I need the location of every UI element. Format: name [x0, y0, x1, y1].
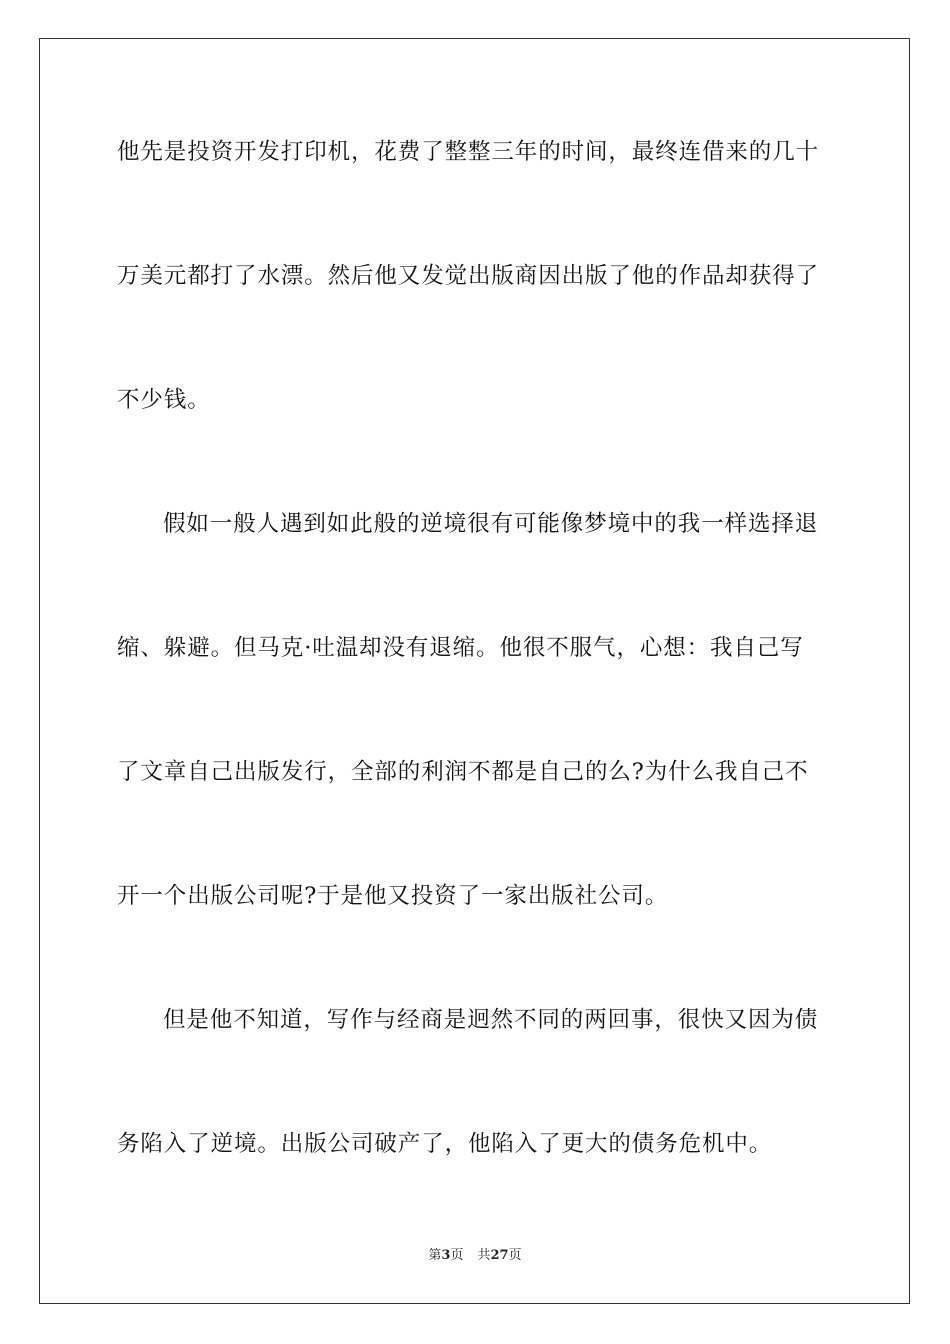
total-prefix: 共 — [477, 1248, 491, 1263]
total-pages: 27 — [490, 1248, 509, 1263]
paragraph-1-line-2: 万美元都打了水漂。然后他又发觉出版商因出版了他的作品却获得了 — [117, 263, 820, 289]
page-border — [39, 38, 910, 1304]
total-suffix: 页 — [508, 1248, 522, 1263]
page-footer — [0, 1247, 950, 1265]
paragraph-1-line-1: 他先是投资开发打印机，花费了整整三年的时间，最终连借来的几十 — [117, 139, 820, 165]
page-suffix: 页 — [450, 1248, 464, 1263]
paragraph-2-line-1: 假如一般人遇到如此般的逆境很有可能像梦境中的我一样选择退 — [163, 511, 819, 537]
paragraph-3-line-2: 务陷入了逆境。出版公司破产了，他陷入了更大的债务危机中。 — [117, 1131, 773, 1157]
page-prefix: 第 — [428, 1248, 442, 1263]
paragraph-1-line-3: 不少钱。 — [117, 387, 211, 413]
paragraph-2-line-2: 缩、躲避。但马克·吐温却没有退缩。他很不服气，心想：我自己写 — [117, 635, 804, 661]
paragraph-3-line-1: 但是他不知道，写作与经商是迥然不同的两回事，很快又因为债 — [163, 1007, 819, 1033]
paragraph-2-line-3: 了文章自己出版发行，全部的利润不都是自己的么?为什么我自己不 — [117, 759, 809, 785]
page-number: 3 — [441, 1248, 451, 1263]
paragraph-2-line-4: 开一个出版公司呢?于是他又投资了一家出版社公司。 — [117, 883, 669, 909]
